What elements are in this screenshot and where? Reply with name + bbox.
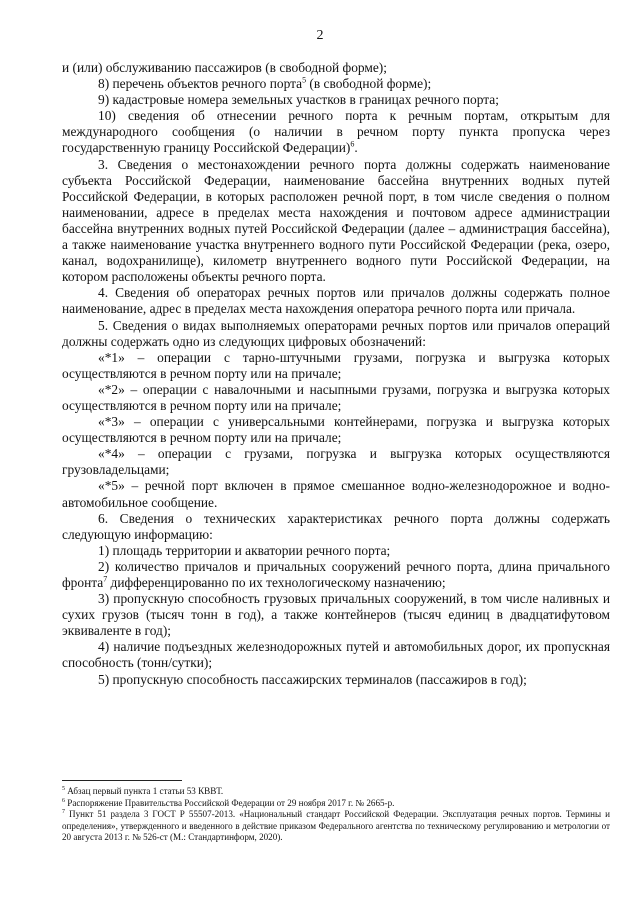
list-item: «*1» – операции с тарно-штучными грузами, погрузка и выгрузка которых осуществляются в речном порту или на причале; <box>62 349 610 381</box>
footnote-mark: 7 <box>62 809 65 816</box>
paragraph: 4. Сведения об операторах речных портов или причалов должны содержать полное наименование, адрес в пределах места нахождения оператора речного порта или причала. <box>62 285 610 317</box>
paragraph: 3. Сведения о местонахождении речного порта должны содержать наименование субъекта Российской Федерации, наименование бассейна внутренних водных путей Российской Федерации, в которых расположен речной порт, в том числе сведения о полном наименовании, адресе в пределах места нахождения и почтовом адресе администрации бассейна внутренних водных путей Российской Федерации (далее – администрация бассейна), а также наименование участка внутреннего водного пути Российской Федерации (река, озеро, канал, водохранилище), километр внутреннего водного пути Российской Федерации, на котором расположены объекты речного порта. <box>62 156 610 285</box>
footnotes <box>62 786 610 844</box>
paragraph: и (или) обслуживанию пассажиров (в свободной форме); <box>62 60 387 75</box>
footnote-divider <box>62 780 182 781</box>
list-item: «*5» – речной порт включен в прямое смешанное водно-железнодорожное и водно-автомобильное сообщение. <box>62 478 610 510</box>
list-item: 1) площадь территории и акватории речного порта; <box>98 542 391 558</box>
page-number: 2 <box>316 28 324 43</box>
list-item: 4) наличие подъездных железнодорожных путей и автомобильных дорог, их пропускная способность (тонн/сутки); <box>62 639 610 671</box>
footnote: $^7$ Пункт 51 раздела 3 ГОСТ Р 55507-2013. «Национальный стандарт Российской Федерации. Эксплуатация речных портов. Термины и определения», утвержденного и введенного в действие приказом Федерального агентства по техническому регулированию и метрологии от 20 августа 2013 г. № 526-ст (М.: Стандартинформ, 2020). <box>62 809 610 843</box>
paragraph: 9) кадастровые номера земельных участков в границах речного порта; <box>98 92 499 108</box>
footnote-mark: 5 <box>62 785 65 792</box>
footnote-ref: 6 <box>350 140 355 149</box>
list-item: 2) количество причалов и причальных сооружений речного порта, длина причального фронта$^7$ дифференцированно по их технологическому назначению; <box>62 558 610 590</box>
footnote: $^6$ Распоряжение Правительства Российской Федерации от 29 ноября 2017 г. № 2665-р. <box>62 797 395 808</box>
footnote-ref: 7 <box>103 574 108 584</box>
list-item: 3) пропускную способность грузовых причальных сооружений, в том числе наливных и сухих грузов (тысяч тонн в год), а также контейнеров (тысяч единиц в двадцатифутовом эквиваленте в год); <box>62 591 610 639</box>
body-text <box>62 60 610 688</box>
paragraph: 8) перечень объектов речного порта$^5$ (в свободной форме); <box>98 75 432 92</box>
paragraph: 5. Сведения о видах выполняемых операторами речных портов или причалов операций должны содержать одно из следующих цифровых обозначений: <box>62 317 610 349</box>
list-item: «*2» – операции с навалочными и насыпными грузами, погрузка и выгрузка которых осуществляются в речном порту или на причале; <box>62 381 610 413</box>
footnote-ref: 5 <box>302 75 307 85</box>
list-item: «*4» – операции с грузами, погрузка и выгрузка которых осуществляются грузовладельцами; <box>62 446 610 478</box>
paragraph: 6. Сведения о технических характеристиках речного порта должны содержать следующую информацию: <box>62 510 610 542</box>
list-item: 5) пропускную способность пассажирских терминалов (пассажиров в год); <box>98 671 527 687</box>
footnote-mark: 6 <box>62 797 65 804</box>
footnote: $^5$ Абзац первый пункта 1 статьи 53 КВВТ. <box>62 785 224 796</box>
list-item: «*3» – операции с универсальными контейнерами, погрузка и выгрузка которых осуществляются в речном порту или на причале; <box>62 414 610 446</box>
paragraph: 10) сведения об отнесении речного порта к речным портам, открытым для международного сообщения (о наличии в речном порту пункта пропуска через государственную границу Российской Федерации)$^6$. <box>62 108 610 156</box>
